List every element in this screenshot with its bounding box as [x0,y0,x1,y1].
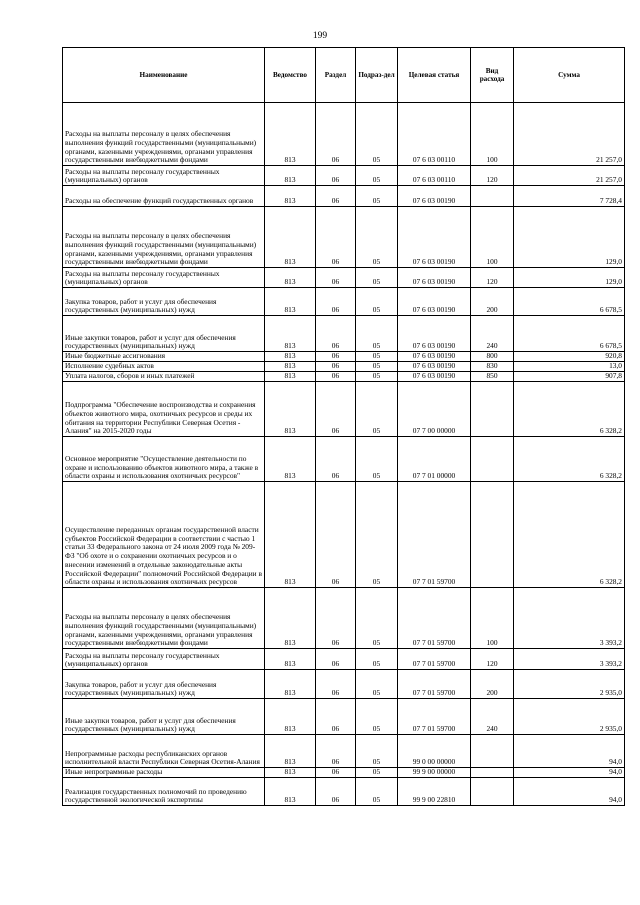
table-row [63,166,625,186]
header-amount: Сумма [514,48,625,103]
table-row [63,699,625,735]
vedomstvo-cell: 813 [265,207,316,268]
item-name-cell: Расходы на обеспечение функций государственных органов [63,186,265,207]
item-name-cell: Непрограммные расходы республиканских органов исполнительной власти Республики Северная Осетия-Алания [63,735,265,768]
amount-cell: 6 328,2 [514,382,625,437]
item-name-cell: Иные бюджетные ассигнования [63,352,265,362]
amount-cell: 13,0 [514,362,625,372]
podrazdel-cell: 05 [356,588,398,649]
expense-type-cell [471,437,514,482]
table-row [63,268,625,288]
target-article-cell: 07 6 03 00190 [398,207,471,268]
vedomstvo-cell: 813 [265,186,316,207]
item-name-cell: Расходы на выплаты персоналу государственных (муниципальных) органов [63,649,265,670]
podrazdel-cell: 05 [356,316,398,352]
table-row [63,288,625,316]
expense-type-cell: 850 [471,372,514,382]
expense-type-cell: 240 [471,699,514,735]
podrazdel-cell: 05 [356,186,398,207]
table-row [63,207,625,268]
amount-cell: 6 328,2 [514,437,625,482]
expense-type-cell [471,186,514,207]
table-row [63,768,625,778]
vedomstvo-cell: 813 [265,268,316,288]
table-row [63,735,625,768]
target-article-cell: 07 6 03 00110 [398,166,471,186]
table-row [63,670,625,699]
table-row [63,186,625,207]
podrazdel-cell: 05 [356,166,398,186]
table-row [63,103,625,166]
table-row [63,382,625,437]
razdel-cell: 06 [316,186,356,207]
podrazdel-cell: 05 [356,352,398,362]
razdel-cell: 06 [316,768,356,778]
table-row [63,649,625,670]
item-name-cell: Иные закупки товаров, работ и услуг для обеспечения государственных (муниципальных) нужд [63,316,265,352]
table-row [63,352,625,362]
razdel-cell: 06 [316,103,356,166]
vedomstvo-cell: 813 [265,288,316,316]
amount-cell: 2 935,0 [514,699,625,735]
header-razdel: Раздел [316,48,356,103]
podrazdel-cell: 05 [356,482,398,588]
amount-cell: 3 393,2 [514,588,625,649]
podrazdel-cell: 05 [356,372,398,382]
expense-type-cell [471,735,514,768]
expense-type-cell: 120 [471,268,514,288]
amount-cell: 94,0 [514,768,625,778]
razdel-cell: 06 [316,382,356,437]
target-article-cell: 07 7 00 00000 [398,382,471,437]
expense-type-cell [471,778,514,806]
razdel-cell: 06 [316,670,356,699]
vedomstvo-cell: 813 [265,778,316,806]
razdel-cell: 06 [316,362,356,372]
item-name-cell: Расходы на выплаты персоналу в целях обеспечения выполнения функций государственными (муниципальными) органами, казенными учреждениями, органами управления государственными внебюджетными фондами [63,103,265,166]
expense-type-cell: 100 [471,207,514,268]
podrazdel-cell: 05 [356,670,398,699]
table-row [63,437,625,482]
vedomstvo-cell: 813 [265,588,316,649]
header-expense-type: Вид расхода [471,48,514,103]
razdel-cell: 06 [316,207,356,268]
item-name-cell: Иные закупки товаров, работ и услуг для обеспечения государственных (муниципальных) нужд [63,699,265,735]
item-name-cell: Подпрограмма "Обеспечение воспроизводства и сохранения объектов животного мира, охотничьих ресурсов и среды их обитания на территории Республики Северная Осетия - Алания" на 2015-2020 годы [63,382,265,437]
header-name: Наименование [63,48,265,103]
vedomstvo-cell: 813 [265,382,316,437]
razdel-cell: 06 [316,268,356,288]
expense-type-cell: 830 [471,362,514,372]
amount-cell: 7 728,4 [514,186,625,207]
podrazdel-cell: 05 [356,735,398,768]
expense-type-cell: 200 [471,670,514,699]
item-name-cell: Расходы на выплаты персоналу государственных (муниципальных) органов [63,268,265,288]
target-article-cell: 07 6 03 00190 [398,372,471,382]
podrazdel-cell: 05 [356,268,398,288]
razdel-cell: 06 [316,735,356,768]
vedomstvo-cell: 813 [265,482,316,588]
amount-cell: 21 257,0 [514,166,625,186]
vedomstvo-cell: 813 [265,649,316,670]
item-name-cell: Расходы на выплаты персоналу в целях обеспечения выполнения функций государственными (муниципальными) органами, казенными учреждениями, органами управления государственными внебюджетными фондами [63,207,265,268]
table-row [63,588,625,649]
razdel-cell: 06 [316,588,356,649]
header-podrazdel: Подраз-дел [356,48,398,103]
item-name-cell: Расходы на выплаты персоналу государственных (муниципальных) органов [63,166,265,186]
page-number: 199 [312,31,328,41]
item-name-cell: Исполнение судебных актов [63,362,265,372]
item-name-cell: Расходы на выплаты персоналу в целях обеспечения выполнения функций государственными (муниципальными) органами, казенными учреждениями, органами управления государственными внебюджетными фондами [63,588,265,649]
target-article-cell: 99 0 00 00000 [398,735,471,768]
vedomstvo-cell: 813 [265,670,316,699]
vedomstvo-cell: 813 [265,437,316,482]
expense-type-cell: 100 [471,103,514,166]
amount-cell: 94,0 [514,778,625,806]
expense-type-cell: 120 [471,649,514,670]
expense-type-cell [471,768,514,778]
target-article-cell: 07 7 01 59700 [398,670,471,699]
amount-cell: 6 328,2 [514,482,625,588]
budget-table [62,47,625,806]
expense-type-cell: 800 [471,352,514,362]
amount-cell: 94,0 [514,735,625,768]
item-name-cell: Иные непрограммные расходы [63,768,265,778]
vedomstvo-cell: 813 [265,166,316,186]
target-article-cell: 07 6 03 00190 [398,352,471,362]
razdel-cell: 06 [316,437,356,482]
amount-cell: 21 257,0 [514,103,625,166]
target-article-cell: 07 6 03 00190 [398,288,471,316]
vedomstvo-cell: 813 [265,352,316,362]
podrazdel-cell: 05 [356,437,398,482]
expense-type-cell: 100 [471,588,514,649]
amount-cell: 907,8 [514,372,625,382]
target-article-cell: 07 6 03 00110 [398,103,471,166]
podrazdel-cell: 05 [356,207,398,268]
amount-cell: 129,0 [514,207,625,268]
table-row [63,778,625,806]
expense-type-cell: 240 [471,316,514,352]
target-article-cell: 07 7 01 59700 [398,588,471,649]
vedomstvo-cell: 813 [265,735,316,768]
razdel-cell: 06 [316,649,356,670]
amount-cell: 3 393,2 [514,649,625,670]
amount-cell: 2 935,0 [514,670,625,699]
vedomstvo-cell: 813 [265,699,316,735]
razdel-cell: 06 [316,372,356,382]
table-row [63,316,625,352]
header-row [63,48,625,103]
target-article-cell: 99 9 00 00000 [398,768,471,778]
amount-cell: 6 678,5 [514,288,625,316]
vedomstvo-cell: 813 [265,362,316,372]
vedomstvo-cell: 813 [265,316,316,352]
item-name-cell: Закупка товаров, работ и услуг для обеспечения государственных (муниципальных) нужд [63,288,265,316]
item-name-cell: Основное мероприятие "Осуществление деятельности по охране и использованию объектов животного мира, а также в области охраны и использования охотничьих ресурсов" [63,437,265,482]
target-article-cell: 07 7 01 59700 [398,699,471,735]
podrazdel-cell: 05 [356,288,398,316]
podrazdel-cell: 05 [356,699,398,735]
header-target-article: Целевая статья [398,48,471,103]
table-row [63,482,625,588]
item-name-cell: Закупка товаров, работ и услуг для обеспечения государственных (муниципальных) нужд [63,670,265,699]
vedomstvo-cell: 813 [265,103,316,166]
target-article-cell: 99 9 00 22810 [398,778,471,806]
podrazdel-cell: 05 [356,649,398,670]
target-article-cell: 07 6 03 00190 [398,186,471,207]
target-article-cell: 07 6 03 00190 [398,362,471,372]
vedomstvo-cell: 813 [265,372,316,382]
razdel-cell: 06 [316,699,356,735]
amount-cell: 920,8 [514,352,625,362]
razdel-cell: 06 [316,778,356,806]
target-article-cell: 07 6 03 00190 [398,268,471,288]
expense-type-cell: 120 [471,166,514,186]
expense-type-cell [471,382,514,437]
expense-type-cell [471,482,514,588]
razdel-cell: 06 [316,352,356,362]
target-article-cell: 07 7 01 59700 [398,649,471,670]
razdel-cell: 06 [316,316,356,352]
razdel-cell: 06 [316,288,356,316]
podrazdel-cell: 05 [356,768,398,778]
razdel-cell: 06 [316,482,356,588]
amount-cell: 6 678,5 [514,316,625,352]
header-vedomstvo: Ведомство [265,48,316,103]
podrazdel-cell: 05 [356,103,398,166]
podrazdel-cell: 05 [356,362,398,372]
podrazdel-cell: 05 [356,778,398,806]
item-name-cell: Реализация государственных полномочий по проведению государственной экологической экспертизы [63,778,265,806]
razdel-cell: 06 [316,166,356,186]
amount-cell: 129,0 [514,268,625,288]
vedomstvo-cell: 813 [265,768,316,778]
item-name-cell: Осуществление переданных органам государственной власти субъектов Российской Федерации в соответствии с частью 1 статьи 33 Федерального закона от 24 июля 2009 года № 209-ФЗ "Об охоте и о сохранении охотничьих ресурсов и о внесении изменений в отдельные законодательные акты Российской Федерации" полномочий Российской Федерации в области охраны и использования охотничьих ресурсов [63,482,265,588]
target-article-cell: 07 7 01 00000 [398,437,471,482]
item-name-cell: Уплата налогов, сборов и иных платежей [63,372,265,382]
podrazdel-cell: 05 [356,382,398,437]
expense-type-cell: 200 [471,288,514,316]
table-row [63,362,625,372]
target-article-cell: 07 7 01 59700 [398,482,471,588]
target-article-cell: 07 6 03 00190 [398,316,471,352]
table-row [63,372,625,382]
